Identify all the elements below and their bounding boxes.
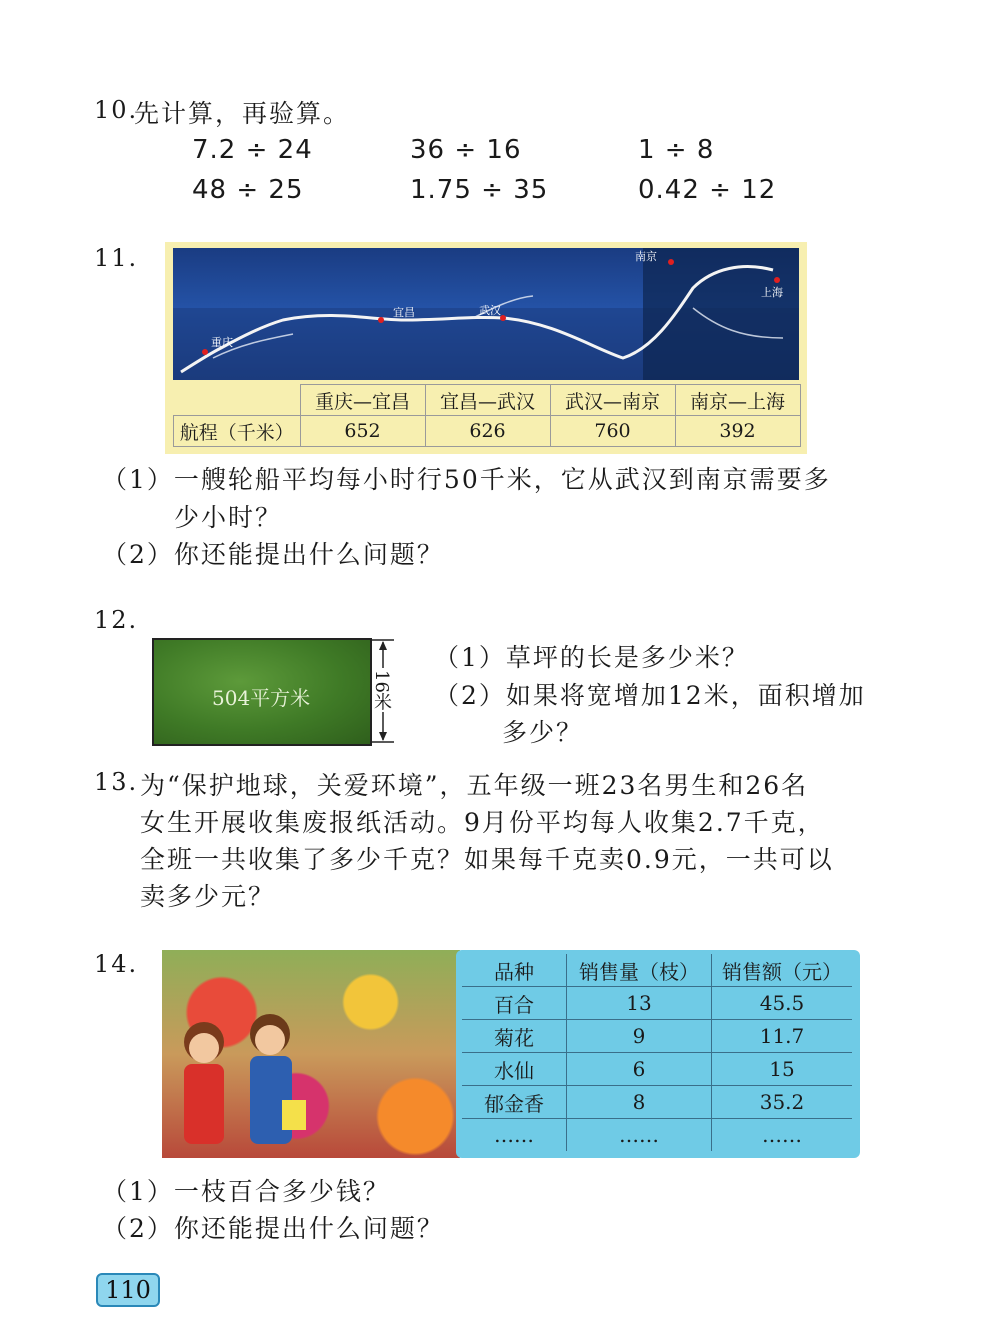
- q14-sub1: （1）一枝百合多少钱？: [102, 1177, 390, 1206]
- table-header: 南京—上海: [675, 385, 800, 416]
- q11-sub1-line1: （1）一艘轮船平均每小时行50千米，它从武汉到南京需要多: [102, 465, 831, 494]
- q12-sub1: （1）草坪的长是多少米？: [434, 643, 749, 672]
- table-header: 销售量（枝）: [567, 954, 712, 987]
- q14-number: 14.: [94, 950, 139, 978]
- table-cell: 郁金香: [462, 1086, 567, 1119]
- q10-expr-1: 7.2 ÷ 24: [192, 135, 313, 165]
- table-cell: 13: [567, 987, 712, 1020]
- q10-expr-6: 0.42 ÷ 12: [638, 175, 777, 205]
- lawn-figure: [152, 638, 372, 746]
- table-header: 品种: [462, 954, 567, 987]
- q13-line3: 全班一共收集了多少千克？如果每千克卖0.9元，一共可以: [140, 845, 834, 874]
- table-cell: ……: [567, 1119, 712, 1152]
- page-number: 110: [96, 1273, 160, 1307]
- table-cell: 水仙: [462, 1053, 567, 1086]
- table-cell: 百合: [462, 987, 567, 1020]
- q13-line1: 为“保护地球，关爱环境”，五年级一班23名男生和26名: [140, 771, 809, 800]
- q11-sub1-line2: 少小时？: [174, 503, 283, 532]
- map-city-5: 上海: [761, 286, 783, 299]
- river-map-image: [173, 248, 799, 380]
- table-cell: 35.2: [712, 1086, 853, 1119]
- table-cell: 11.7: [712, 1020, 853, 1053]
- map-city-3: 武汉: [479, 304, 501, 317]
- table-header: 宜昌—武汉: [425, 385, 550, 416]
- lawn-area-label: 504平方米: [212, 686, 311, 710]
- q10-title: 先计算，再验算。: [134, 99, 351, 128]
- q10-expr-5: 1.75 ÷ 35: [410, 175, 549, 205]
- map-city-1: 重庆: [211, 336, 233, 349]
- table-cell: ……: [494, 1123, 534, 1147]
- table-cell: 392: [675, 416, 800, 447]
- map-city-2: 宜昌: [393, 306, 415, 319]
- q13-line4: 卖多少元？: [140, 882, 276, 911]
- q10-expr-4: 48 ÷ 25: [192, 175, 304, 205]
- map-city-4: 南京: [635, 250, 657, 263]
- table-cell: 626: [425, 416, 550, 447]
- table-row: [462, 987, 852, 1020]
- q13-number: 13.: [94, 768, 139, 796]
- q12-sub2-line2: 多少？: [502, 718, 584, 747]
- q10-number: 10.: [94, 96, 139, 124]
- table-row: [462, 1086, 852, 1119]
- table-cell: 菊花: [462, 1020, 567, 1053]
- q10-expr-3: 1 ÷ 8: [638, 135, 715, 165]
- q10-expr-2: 36 ÷ 16: [410, 135, 522, 165]
- table-row: [462, 1020, 852, 1053]
- table-cell: 6: [567, 1053, 712, 1086]
- table-header: 武汉—南京: [550, 385, 675, 416]
- table-cell: 15: [712, 1053, 853, 1086]
- table-header: 销售额（元）: [712, 954, 853, 987]
- q13-line2: 女生开展收集废报纸活动。9月份平均每人收集2.7千克，: [140, 808, 825, 837]
- lawn-width-label: 16米: [371, 669, 392, 711]
- table-cell: 9: [567, 1020, 712, 1053]
- table-cell: 760: [550, 416, 675, 447]
- yangtze-map-figure: [165, 242, 807, 454]
- table-corner: [174, 385, 301, 416]
- table-row: [462, 1119, 852, 1152]
- q12-sub2-line1: （2）如果将宽增加12米，面积增加: [434, 681, 866, 710]
- flower-sales-table: [456, 950, 860, 1158]
- table-cell: 652: [300, 416, 425, 447]
- distance-table: [173, 384, 801, 447]
- q12-number: 12.: [94, 606, 139, 634]
- flower-shop-illustration: [162, 950, 460, 1158]
- q11-sub2: （2）你还能提出什么问题？: [102, 540, 444, 569]
- table-cell: 8: [567, 1086, 712, 1119]
- q14-sub2: （2）你还能提出什么问题？: [102, 1214, 444, 1243]
- q11-number: 11.: [94, 244, 139, 272]
- table-cell: ……: [712, 1119, 853, 1152]
- table-header: 重庆—宜昌: [300, 385, 425, 416]
- table-row-header: 航程（千米）: [174, 416, 301, 447]
- table-cell: 45.5: [712, 987, 853, 1020]
- table-row: [462, 1053, 852, 1086]
